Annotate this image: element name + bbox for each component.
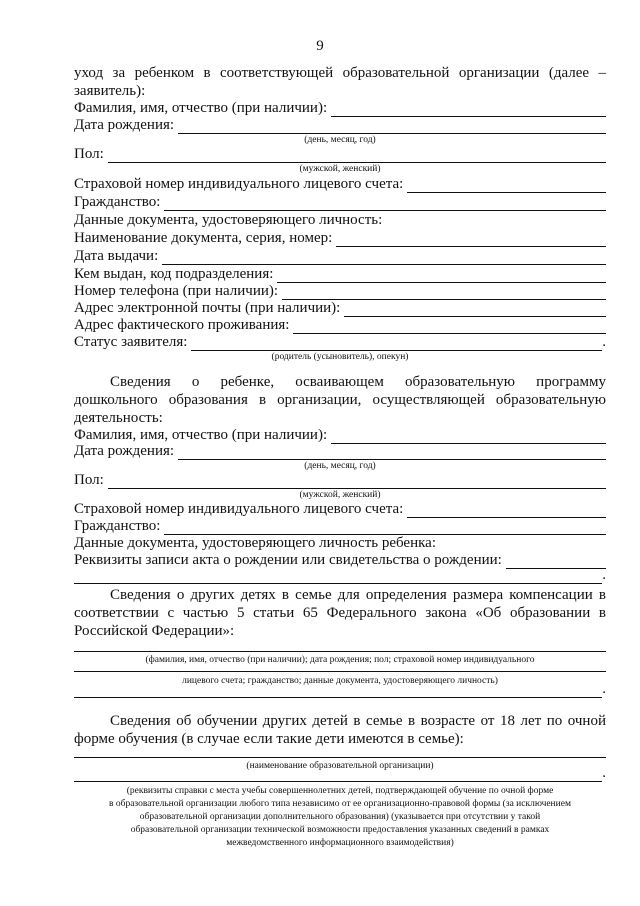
other-children-line-3 bbox=[74, 681, 606, 698]
applicant-email-field[interactable] bbox=[344, 303, 606, 317]
applicant-birth-label: Дата рождения: bbox=[74, 117, 175, 133]
applicant-issued-by-label: Кем выдан, код подразделения: bbox=[74, 266, 274, 282]
education-notes bbox=[74, 785, 606, 850]
applicant-snils-field[interactable] bbox=[407, 179, 606, 193]
child-snils-line bbox=[74, 501, 606, 518]
applicant-issue-date-label: Дата выдачи: bbox=[74, 248, 159, 264]
child-birth-record-field-2[interactable] bbox=[74, 570, 602, 584]
applicant-address-label: Адрес фактического проживания: bbox=[74, 317, 290, 333]
other-children-field-2[interactable] bbox=[74, 671, 606, 672]
applicant-citizenship-label: Гражданство: bbox=[74, 194, 161, 210]
applicant-status-dot: . bbox=[602, 334, 606, 350]
child-fio-label: Фамилия, имя, отчество (при наличии): bbox=[74, 427, 328, 443]
applicant-doc-name-field[interactable] bbox=[336, 233, 606, 247]
applicant-issued-by-field[interactable] bbox=[277, 269, 606, 283]
child-heading-text: Сведения о ребенке, осваивающем образовательную программу дошкольного образования в организации, осуществляющей образовательную деятельность: bbox=[74, 374, 606, 426]
applicant-email-label: Адрес электронной почты (при наличии): bbox=[74, 300, 341, 316]
applicant-issued-by-line bbox=[74, 266, 606, 283]
applicant-email-line bbox=[74, 300, 606, 317]
child-date-hint: (день, месяц, год) bbox=[304, 461, 376, 471]
applicant-citizenship-line bbox=[74, 194, 606, 211]
child-birth-record-line-2 bbox=[74, 567, 606, 584]
child-citizenship-line bbox=[74, 518, 606, 535]
applicant-status-label: Статус заявителя: bbox=[74, 334, 188, 350]
other-children-field-3[interactable] bbox=[74, 684, 602, 698]
applicant-status-hint: (родитель (усыновитель), опекун) bbox=[271, 352, 409, 362]
applicant-phone-label: Номер телефона (при наличии): bbox=[74, 283, 279, 299]
child-birth-line bbox=[74, 443, 606, 460]
applicant-date-hint: (день, месяц, год) bbox=[304, 135, 376, 145]
child-birth-record-label: Реквизиты записи акта о рождении или свидетельства о рождении: bbox=[74, 552, 502, 568]
applicant-doc-name-line bbox=[74, 230, 606, 247]
child-birth-record-dot: . bbox=[602, 567, 606, 583]
child-fio-line bbox=[74, 427, 606, 444]
child-birth-label: Дата рождения: bbox=[74, 443, 175, 459]
applicant-sex-label: Пол: bbox=[74, 146, 104, 162]
other-children-hint-1: (фамилия, имя, отчество (при наличии); дата рождения; пол; страховой номер индивидуального bbox=[145, 655, 535, 665]
education-org-hint: (наименование образовательной организации) bbox=[246, 761, 434, 771]
applicant-sex-hint: (мужской, женский) bbox=[299, 164, 381, 174]
applicant-issue-date-line bbox=[74, 248, 606, 265]
other-children-hint-2: лицевого счета; гражданство; данные документа, удостоверяющего личность) bbox=[182, 676, 498, 686]
applicant-birth-line bbox=[74, 117, 606, 134]
child-citizenship-label: Гражданство: bbox=[74, 518, 161, 534]
applicant-status-line bbox=[74, 334, 606, 351]
applicant-snils-label: Страховой номер индивидуального лицевого счета: bbox=[74, 176, 404, 192]
applicant-doc-name-label: Наименование документа, серия, номер: bbox=[74, 230, 333, 246]
child-birth-field[interactable] bbox=[178, 446, 606, 460]
child-citizenship-field[interactable] bbox=[164, 521, 606, 535]
applicant-id-doc-line bbox=[74, 212, 606, 229]
education-note-line: образовательной организации дополнительного образования) (указывается при отсутствии у такой bbox=[139, 812, 541, 822]
child-snils-label: Страховой номер индивидуального лицевого счета: bbox=[74, 501, 404, 517]
applicant-address-line bbox=[74, 317, 606, 334]
applicant-sex-line bbox=[74, 146, 606, 163]
applicant-id-doc-label: Данные документа, удостоверяющего личность: bbox=[74, 212, 383, 228]
education-org-field[interactable] bbox=[74, 757, 606, 758]
applicant-intro: уход за ребенком в соответствующей образовательной организации (далее – заявитель): bbox=[74, 65, 606, 99]
child-id-doc-label: Данные документа, удостоверяющего личность ребенка: bbox=[74, 535, 437, 551]
applicant-snils-line bbox=[74, 176, 606, 193]
child-id-doc-line bbox=[74, 535, 606, 552]
applicant-fio-line bbox=[74, 100, 606, 117]
education-field-2[interactable] bbox=[74, 768, 602, 782]
applicant-phone-field[interactable] bbox=[282, 286, 606, 300]
education-note-line: (реквизиты справки с места учебы совершеннолетних детей, подтверждающей обучение по очной форме bbox=[126, 786, 554, 796]
education-note-line: образовательной организации технической возможности предоставления указанных сведений в рамках bbox=[130, 825, 550, 835]
applicant-sex-field[interactable] bbox=[108, 149, 606, 163]
child-sex-hint: (мужской, женский) bbox=[299, 490, 381, 500]
page-number: 9 bbox=[316, 38, 324, 54]
education-heading bbox=[74, 712, 606, 748]
child-sex-line bbox=[74, 472, 606, 489]
applicant-issue-date-field[interactable] bbox=[162, 251, 606, 265]
education-line-2 bbox=[74, 765, 606, 782]
education-heading-text: Сведения об обучении других детей в семье в возрасте от 18 лет по очной форме обучения (в случае если такие дети имеются в семье): bbox=[74, 713, 606, 747]
applicant-address-field[interactable] bbox=[293, 320, 606, 334]
education-note-line: межведомственного информационного взаимодействия) bbox=[226, 838, 454, 848]
applicant-fio-field[interactable] bbox=[331, 103, 606, 117]
applicant-fio-label: Фамилия, имя, отчество (при наличии): bbox=[74, 100, 328, 116]
child-heading bbox=[74, 373, 606, 427]
other-children-field-1[interactable] bbox=[74, 651, 606, 652]
applicant-phone-line bbox=[74, 283, 606, 300]
other-children-heading bbox=[74, 586, 606, 640]
applicant-status-field[interactable] bbox=[191, 337, 602, 351]
child-snils-field[interactable] bbox=[407, 504, 606, 518]
other-children-heading-text: Сведения о других детях в семье для определения размера компенсации в соответствии с частью 5 статьи 65 Федерального закона «Об образовании в Российской Федерации»: bbox=[74, 587, 606, 639]
education-note-line: в образовательной организации любого типа независимо от ее организационно-правовой формы (за исключением bbox=[109, 799, 571, 809]
education-dot: . bbox=[602, 765, 606, 781]
applicant-citizenship-field[interactable] bbox=[164, 197, 606, 211]
other-children-dot: . bbox=[602, 681, 606, 697]
child-fio-field[interactable] bbox=[331, 430, 606, 444]
child-sex-label: Пол: bbox=[74, 472, 104, 488]
child-sex-field[interactable] bbox=[108, 475, 606, 489]
applicant-birth-field[interactable] bbox=[178, 120, 606, 134]
